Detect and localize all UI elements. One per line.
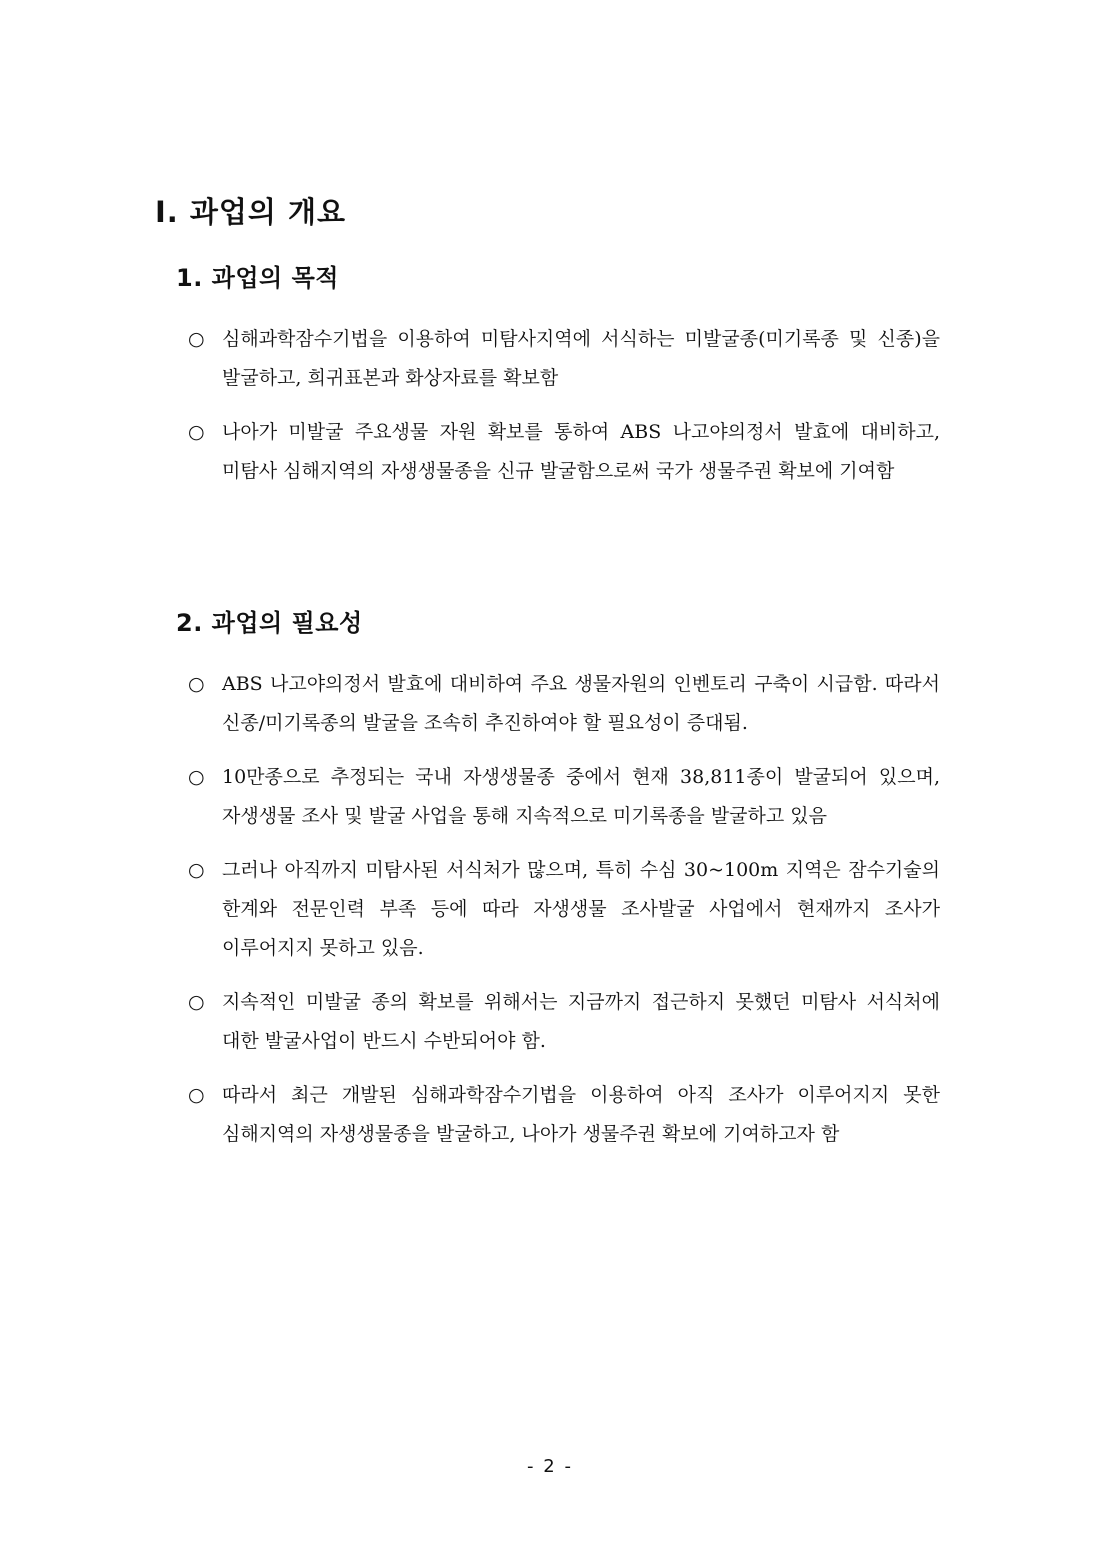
section-title-necessity: 2. 과업의 필요성 bbox=[176, 609, 363, 637]
circle-bullet-icon: ○ bbox=[188, 421, 205, 443]
necessity-bullet-list bbox=[188, 665, 940, 1169]
circle-bullet-icon: ○ bbox=[188, 766, 205, 788]
page-number: - 2 - bbox=[527, 1456, 573, 1477]
bullet-item bbox=[188, 413, 940, 491]
bullet-text: 지속적인 미발굴 종의 확보를 위해서는 지금까지 접근하지 못했던 미탐사 서식처에 대한 발굴사업이 반드시 수반되어야 함. bbox=[222, 991, 940, 1052]
bullet-text: 심해과학잠수기법을 이용하여 미탐사지역에 서식하는 미발굴종(미기록종 및 신종)을 발굴하고, 희귀표본과 화상자료를 확보함 bbox=[222, 328, 940, 389]
bullet-text: 10만종으로 추정되는 국내 자생생물종 중에서 현재 38,811종이 발굴되어 있으며, 자생생물 조사 및 발굴 사업을 통해 지속적으로 미기록종을 발굴하고 있음 bbox=[222, 766, 940, 827]
bullet-item bbox=[188, 1076, 940, 1154]
bullet-item bbox=[188, 665, 940, 743]
circle-bullet-icon: ○ bbox=[188, 673, 205, 695]
circle-bullet-icon: ○ bbox=[188, 1084, 205, 1106]
circle-bullet-icon: ○ bbox=[188, 991, 205, 1013]
bullet-text: 그러나 아직까지 미탐사된 서식처가 많으며, 특히 수심 30~100m 지역은 잠수기술의 한계와 전문인력 부족 등에 따라 자생생물 조사발굴 사업에서 현재까지 조사가 이루어지지 못하고 있음. bbox=[222, 859, 940, 959]
bullet-item bbox=[188, 758, 940, 836]
chapter-title: I. 과업의 개요 bbox=[155, 195, 347, 229]
bullet-text: 따라서 최근 개발된 심해과학잠수기법을 이용하여 아직 조사가 이루어지지 못한 심해지역의 자생생물종을 발굴하고, 나아가 생물주권 확보에 기여하고자 함 bbox=[222, 1084, 940, 1145]
section-title-purpose: 1. 과업의 목적 bbox=[176, 264, 339, 292]
circle-bullet-icon: ○ bbox=[188, 328, 205, 350]
purpose-bullet-list bbox=[188, 320, 940, 506]
bullet-text: 나아가 미발굴 주요생물 자원 확보를 통하여 ABS 나고야의정서 발효에 대비하고, 미탐사 심해지역의 자생생물종을 신규 발굴함으로써 국가 생물주권 확보에 기여함 bbox=[222, 421, 940, 482]
bullet-text: ABS 나고야의정서 발효에 대비하여 주요 생물자원의 인벤토리 구축이 시급함. 따라서 신종/미기록종의 발굴을 조속히 추진하여야 할 필요성이 증대됨. bbox=[222, 673, 940, 734]
bullet-item bbox=[188, 851, 940, 968]
bullet-item bbox=[188, 320, 940, 398]
bullet-item bbox=[188, 983, 940, 1061]
circle-bullet-icon: ○ bbox=[188, 859, 205, 881]
